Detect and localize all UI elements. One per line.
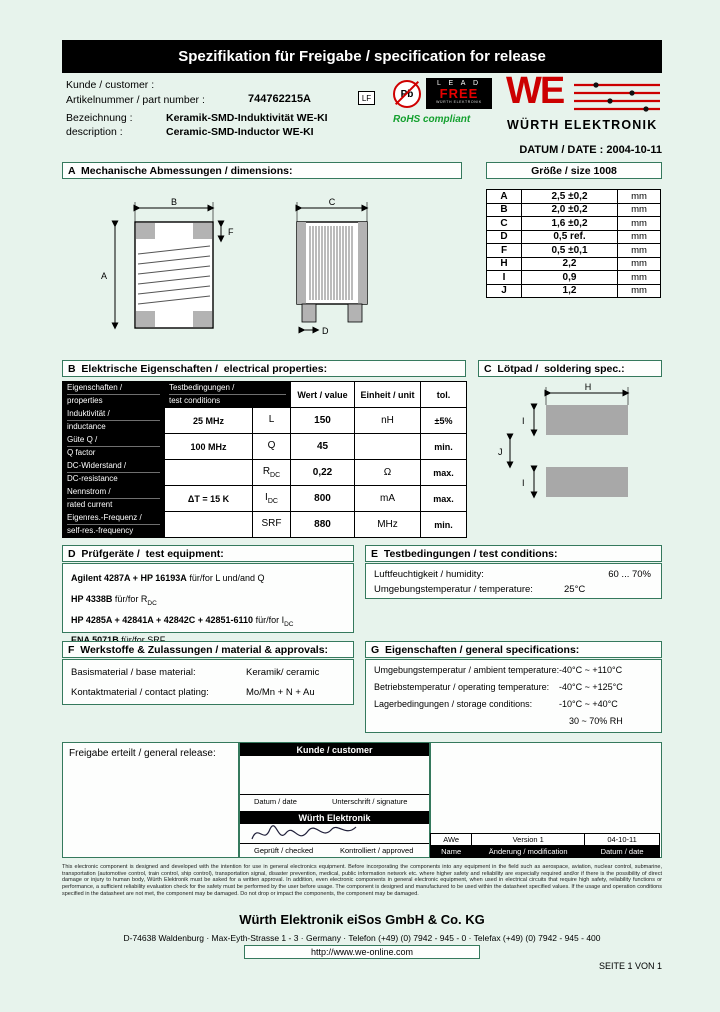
revision-col-modification: Änderung / modification — [472, 846, 585, 858]
test-condition — [165, 460, 253, 486]
disclaimer-text: This electronic component is designed and developed with the intention for use in general electronics equipment. Before incorporating the components into any equipment in the field such as aerospace, aviation, nuclear control, submarine, transportation (automotive control, train control, ship control), transportation signal, disaster prevention, medical, public information network etc. where higher safety and reliability are especially required and/or if there is the possibility of direct damage or injury to human body, Würth Elektronik must be asked for a written approval. In addition, even electronic components in general electronic equipment, when used in electrical circuits that require high safety, reliability functions or performance, a sufficient reliability evaluation check for the safety must be performed by the user before usage. The component is designed and manufactured to be used within the datasheet specified values. If the usage and operation conditions specified in the datasheet are not met, the component may be damaged. Do not drop or impact the components, the component may be damaged. — [62, 864, 662, 897]
pb-symbol: Pb — [393, 80, 421, 108]
pb-free-icon — [393, 80, 421, 108]
company-address: D-74638 Waldenburg · Max-Eyth-Strasse 1 - 3 · Germany · Telefon (+49) (0) 7942 - 945 - 0 · Telefax (+49) (0) 7942 - 945 - 400 — [123, 933, 601, 943]
dim-letter: J — [487, 284, 522, 298]
dim-letter: F — [487, 244, 522, 258]
free-text: FREE — [439, 86, 479, 101]
general-specs-box — [365, 659, 662, 733]
unit: nH — [355, 408, 421, 434]
bezeichnung-value: Keramik-SMD-Induktivität WE-KI — [166, 112, 328, 124]
table-row — [63, 408, 467, 434]
equipment-line: Agilent 4287A + HP 16193A für/for L und/and Q — [71, 573, 265, 583]
pad-dim-h: H — [584, 382, 592, 392]
revision-col-date: Datum / date — [585, 846, 660, 858]
tolerance: ±5% — [421, 408, 467, 434]
table-header-row — [431, 846, 660, 858]
electrical-properties-table — [62, 381, 467, 538]
date-label: DATUM / DATE : 2004-10-11 — [519, 144, 662, 156]
spec-value: -10°C ~ +40°C — [559, 699, 618, 709]
revision-date: 04-10-11 — [585, 834, 660, 846]
dim-value: 1,2 — [522, 284, 618, 298]
dim-value: 2,0 ±0,2 — [522, 203, 618, 217]
we-logo-circuit-icon — [574, 80, 662, 114]
dim-letter: I — [487, 271, 522, 285]
section-g-header: G Eigenschaften / general specifications: — [365, 641, 662, 658]
checked-label: Geprüft / checked — [254, 846, 314, 855]
dim-letter: A — [487, 190, 522, 204]
pad-dim-j: J — [498, 447, 503, 457]
property-label: Nennstrom / rated current — [63, 486, 165, 512]
test-condition: 25 MHz — [165, 408, 253, 434]
approved-label: Kontrolliert / approved — [340, 846, 414, 855]
component-side-view-drawing — [272, 196, 392, 346]
value: 150 — [291, 408, 355, 434]
lead-free-subtext: WÜRTH ELEKTRONIK — [436, 100, 482, 104]
section-b-header: B Elektrische Eigenschaften / electrical properties: — [62, 360, 466, 377]
signature-line — [240, 794, 429, 795]
soldering-pad-diagram — [478, 381, 662, 523]
spec-label: Lagerbedingungen / storage conditions: — [374, 699, 533, 709]
table-row — [487, 190, 661, 204]
we-logo-text: WE — [506, 70, 564, 112]
table-row — [487, 271, 661, 285]
we-brand-text: WÜRTH ELEKTRONIK — [507, 118, 658, 132]
value: 0,22 — [291, 460, 355, 486]
section-a-header: A Mechanische Abmessungen / dimensions: — [62, 162, 462, 179]
col-conditions: Testbedingungen / test conditions — [165, 382, 291, 408]
section-f-header: F Werkstoffe & Zulassungen / material & approvals: — [62, 641, 354, 658]
dim-value: 2,5 ±0,2 — [522, 190, 618, 204]
dimension-table — [486, 189, 661, 298]
lead-text: L E A D — [436, 80, 482, 87]
spec-label: Betriebstemperatur / operating temperature: — [374, 682, 550, 692]
material-value: Mo/Mn + N + Au — [246, 687, 315, 698]
component-top-view-drawing — [95, 196, 260, 346]
test-condition — [165, 512, 253, 538]
release-label: Freigabe erteilt / general release: — [69, 748, 216, 759]
test-conditions-box — [365, 563, 662, 599]
table-header-row — [63, 382, 467, 408]
dim-letter: C — [487, 217, 522, 231]
condition-label: Luftfeuchtigkeit / humidity: — [374, 569, 484, 580]
signature-scribble — [248, 819, 363, 845]
customer-signature-header: Kunde / customer — [240, 743, 429, 756]
tolerance: max. — [421, 460, 467, 486]
symbol: Q — [253, 434, 291, 460]
pad-dim-i-top: I — [522, 416, 525, 426]
spec-value: -40°C ~ +125°C — [559, 682, 623, 692]
symbol: $R_{DC}$ — [253, 460, 291, 486]
revision-col-name: Name — [431, 846, 472, 858]
dim-label-a: A — [101, 271, 108, 281]
description-value: Ceramic-SMD-Inductor WE-KI — [166, 126, 314, 138]
table-row — [63, 486, 467, 512]
materials-box — [62, 659, 354, 705]
table-row — [63, 434, 467, 460]
table-row — [487, 284, 661, 298]
lead-free-logo — [426, 78, 492, 109]
approval-line — [240, 843, 429, 844]
page-number-label: SEITE 1 VON 1 — [598, 961, 662, 971]
dim-value: 0,5 ref. — [522, 230, 618, 244]
dim-value: 0,5 ±0,1 — [522, 244, 618, 258]
col-tolerance: tol. — [421, 382, 467, 408]
dim-unit: mm — [618, 203, 661, 217]
section-d-header: D Prüfgeräte / test equipment: — [62, 545, 354, 562]
dim-letter: H — [487, 257, 522, 271]
col-value: Wert / value — [291, 382, 355, 408]
spec-label: Umgebungstemperatur / ambient temperature: — [374, 665, 560, 675]
symbol: $I_{DC}$ — [253, 486, 291, 512]
company-name: Würth Elektronik eiSos GmbH & Co. KG — [239, 912, 485, 927]
dim-unit: mm — [618, 244, 661, 258]
table-row — [487, 257, 661, 271]
test-condition: ΔT = 15 K — [165, 486, 253, 512]
revision-box — [430, 742, 662, 858]
unit: MHz — [355, 512, 421, 538]
bezeichnung-label: Bezeichnung : — [66, 112, 133, 124]
part-number-value: 744762215A — [248, 93, 312, 105]
dim-label-f: F — [228, 227, 234, 237]
spec-extra-value: 30 ~ 70% RH — [569, 716, 623, 726]
table-row — [487, 217, 661, 231]
tolerance: min. — [421, 434, 467, 460]
dim-unit: mm — [618, 257, 661, 271]
property-label: DC-Widerstand / DC-resistance — [63, 460, 165, 486]
section-e-header: E Testbedingungen / test conditions: — [365, 545, 662, 562]
condition-value: 25°C — [564, 584, 586, 595]
property-label: Eigenres.-Frequenz / self-res.-frequency — [63, 512, 165, 538]
revision-version: Version 1 — [472, 834, 585, 846]
col-properties: Eigenschaften / properties — [63, 382, 165, 408]
section-c-header: C Lötpad / soldering spec.: — [478, 360, 662, 377]
table-row — [63, 512, 467, 538]
unit: Ω — [355, 460, 421, 486]
tolerance: max. — [421, 486, 467, 512]
dim-value: 2,2 — [522, 257, 618, 271]
table-row — [431, 834, 660, 846]
customer-label: Kunde / customer : — [66, 79, 155, 91]
equipment-line: HP 4338B für/for $R_{DC}$ — [71, 593, 157, 607]
website-link[interactable]: http://www.we-online.com — [244, 945, 480, 959]
revision-initials: AWe — [431, 834, 472, 846]
condition-value: 60 ... 70% — [608, 569, 651, 580]
property-label: Güte Q / Q factor — [63, 434, 165, 460]
dim-value: 0,9 — [522, 271, 618, 285]
table-row — [63, 460, 467, 486]
signature-box — [239, 742, 430, 858]
value: 45 — [291, 434, 355, 460]
release-label-box — [62, 742, 239, 858]
table-row — [487, 203, 661, 217]
spec-value: -40°C ~ +110°C — [559, 665, 623, 675]
date-field-label: Datum / date — [254, 797, 297, 806]
value: 800 — [291, 486, 355, 512]
symbol: SRF — [253, 512, 291, 538]
dim-label-c: C — [328, 197, 336, 207]
test-condition: 100 MHz — [165, 434, 253, 460]
page-title: Spezifikation für Freigabe / specification for release — [62, 40, 662, 73]
dim-unit: mm — [618, 190, 661, 204]
material-label: Kontaktmaterial / contact plating: — [71, 687, 209, 698]
equipment-line: HP 4285A + 42841A + 42842C + 42851-6110 für/for $I_{DC}$ — [71, 614, 294, 628]
dim-unit: mm — [618, 230, 661, 244]
pad-dim-i-bottom: I — [522, 478, 525, 488]
table-row — [487, 230, 661, 244]
signature-field-label: Unterschrift / signature — [332, 797, 408, 806]
test-equipment-box — [62, 563, 354, 633]
dim-letter: D — [487, 230, 522, 244]
property-label: Induktivität / inductance — [63, 408, 165, 434]
symbol: L — [253, 408, 291, 434]
unit — [355, 434, 421, 460]
size-label: Größe / size 1008 — [486, 162, 662, 179]
revision-table — [430, 833, 660, 858]
dim-label-d: D — [322, 326, 329, 336]
lf-badge: LF — [358, 91, 375, 105]
table-row — [487, 244, 661, 258]
tolerance: min. — [421, 512, 467, 538]
description-label: description : — [66, 126, 123, 138]
dim-unit: mm — [618, 271, 661, 285]
dim-unit: mm — [618, 217, 661, 231]
condition-label: Umgebungstemperatur / temperature: — [374, 584, 533, 595]
part-number-label: Artikelnummer / part number : — [66, 94, 205, 106]
wuerth-signature-header: Würth Elektronik — [240, 811, 429, 824]
material-label: Basismaterial / base material: — [71, 667, 196, 678]
dim-label-b: B — [170, 197, 178, 207]
material-value: Keramik/ ceramic — [246, 667, 320, 678]
unit: mA — [355, 486, 421, 512]
value: 880 — [291, 512, 355, 538]
dim-unit: mm — [618, 284, 661, 298]
dim-value: 1,6 ±0,2 — [522, 217, 618, 231]
dim-letter: B — [487, 203, 522, 217]
rohs-compliant-label: RoHS compliant — [393, 114, 471, 125]
col-unit: Einheit / unit — [355, 382, 421, 408]
